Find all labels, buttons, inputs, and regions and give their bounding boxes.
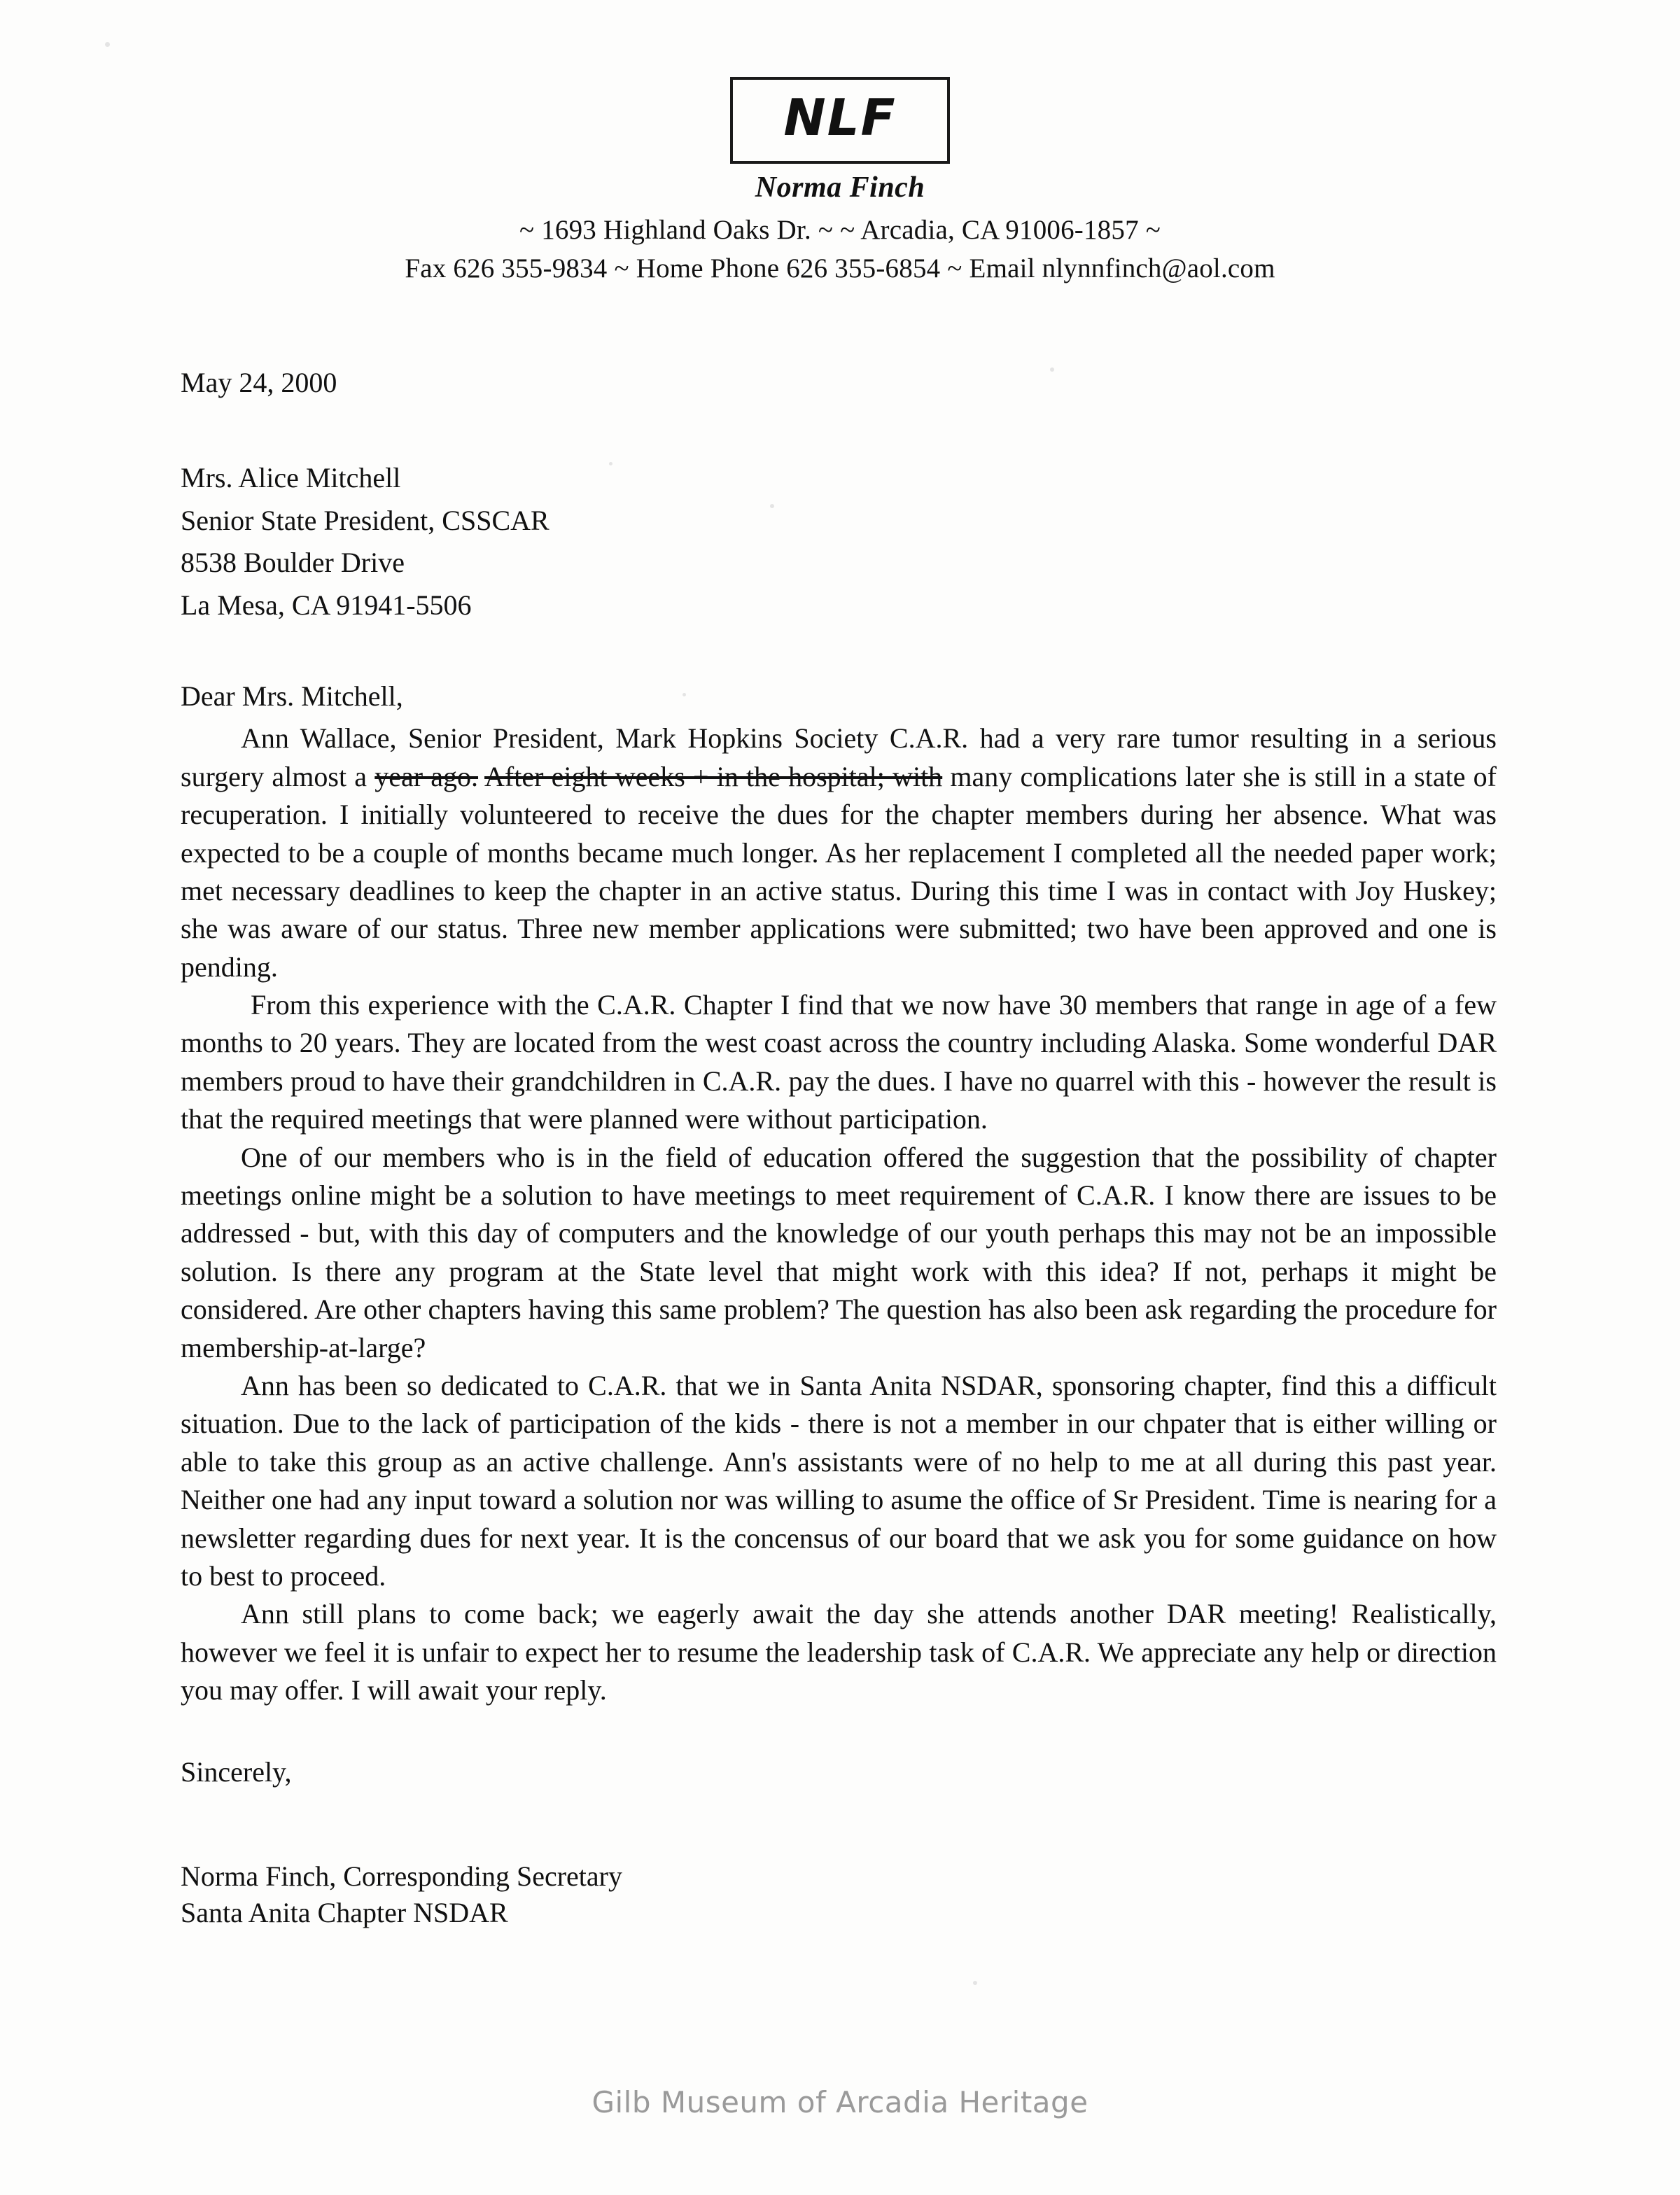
- paragraph-3: One of our members who is in the field of education offered the suggestion that the possibility of chapter meetings online might be a solution to have meetings to meet requirement of C.A.R. I know there are issues to be addressed - but, with this day of computers and the knowledge of our youth perhaps this may not be an impossible solution. Is there any program at the State level that might work with this idea? If not, perhaps it might be considered. Are other chapters having this same problem? The question has also been ask regarding the procedure for membership-at-large?: [181, 1141, 1497, 1363]
- paragraph-1-text-a: Ann Wallace, Senior President, Mark Hopkins Society C.A.R. had a very rare tumor resulting in a serious surgery almost a: [181, 722, 1497, 792]
- recipient-address-block: [181, 459, 1497, 624]
- recipient-name: Mrs. Alice Mitchell: [181, 462, 401, 494]
- scan-speck: [105, 42, 110, 47]
- salutation: Dear Mrs. Mitchell,: [181, 680, 403, 712]
- paragraph-5: Ann still plans to come back; we eagerly await the day she attends another DAR meeting! Realistically, however we feel it is unfair to expect her to resume the leadership task of C.A.R. We appreciate any help or direction you may offer. I will await your reply.: [181, 1598, 1497, 1706]
- recipient-title: Senior State President, CSSCAR: [181, 504, 550, 536]
- recipient-street: 8538 Boulder Drive: [181, 547, 405, 579]
- letterhead-address: ~ 1693 Highland Oaks Dr. ~ ~ Arcadia, CA 91006-1857 ~: [519, 215, 1161, 245]
- monogram-box: [730, 77, 949, 164]
- letterhead-contact: Fax 626 355-9834 ~ Home Phone 626 355-6854 ~ Email nlynnfinch@aol.com: [405, 253, 1275, 283]
- paragraph-2: From this experience with the C.A.R. Chapter I find that we now have 30 members that range in age of a few months to 20 years. They are located from the west coast across the country including Alaska. Some wonderful DAR members proud to have their grandchildren in C.A.R. pay the dues. I have no quarrel with this - however the result is that the required meetings that were planned were without participation.: [181, 989, 1497, 1135]
- signer-organization: Santa Anita Chapter NSDAR: [181, 1896, 508, 1928]
- paragraph-1: [181, 720, 1497, 986]
- monogram-initials: NLF: [783, 88, 897, 147]
- signer-name-title: Norma Finch, Corresponding Secretary: [181, 1860, 622, 1892]
- letter-body: [181, 364, 1497, 1931]
- letterhead: [0, 0, 1680, 284]
- paragraph-1-strikethrough-a: year ago.: [374, 760, 479, 792]
- paragraph-1-strikethrough-b: After eight weeks + in the hospital; with: [484, 760, 943, 792]
- scan-speck: [973, 1981, 977, 1985]
- letter-date: May 24, 2000: [181, 367, 337, 398]
- recipient-city-state-zip: La Mesa, CA 91941-5506: [181, 589, 472, 621]
- archive-credit: Gilb Museum of Arcadia Heritage: [592, 2085, 1088, 2119]
- closing: Sincerely,: [181, 1755, 292, 1788]
- signature-block: [181, 1858, 1497, 1931]
- paragraph-1-text-b: many complications later she is still in a state of recuperation. I initially volunteered to receive the dues for the chapter members during her absence. What was expected to be a couple of months became much longer. As her replacement I completed all the needed paper work; met necessary deadlines to keep the chapter in an active status. During this time I was in contact with Joy Huskey; she was aware of our status. Three new member applications were submitted; two have been approved and one is pending.: [181, 760, 1497, 983]
- paragraph-4: Ann has been so dedicated to C.A.R. that we in Santa Anita NSDAR, sponsoring chapter, find this a difficult situation. Due to the lack of participation of the kids - there is not a member in our chpater that is either willing or able to take this group as an active challenge. Ann's assistants were of no help to me at all during this past year. Neither one had any input toward a solution nor was willing to asume the office of Sr President. Time is nearing for a newsletter regarding dues for next year. It is the concensus of our board that we ask you for some guidance on how to best to proceed.: [181, 1369, 1497, 1592]
- paragraph-1-gap: [478, 761, 484, 792]
- letterhead-owner-name: Norma Finch: [755, 171, 925, 204]
